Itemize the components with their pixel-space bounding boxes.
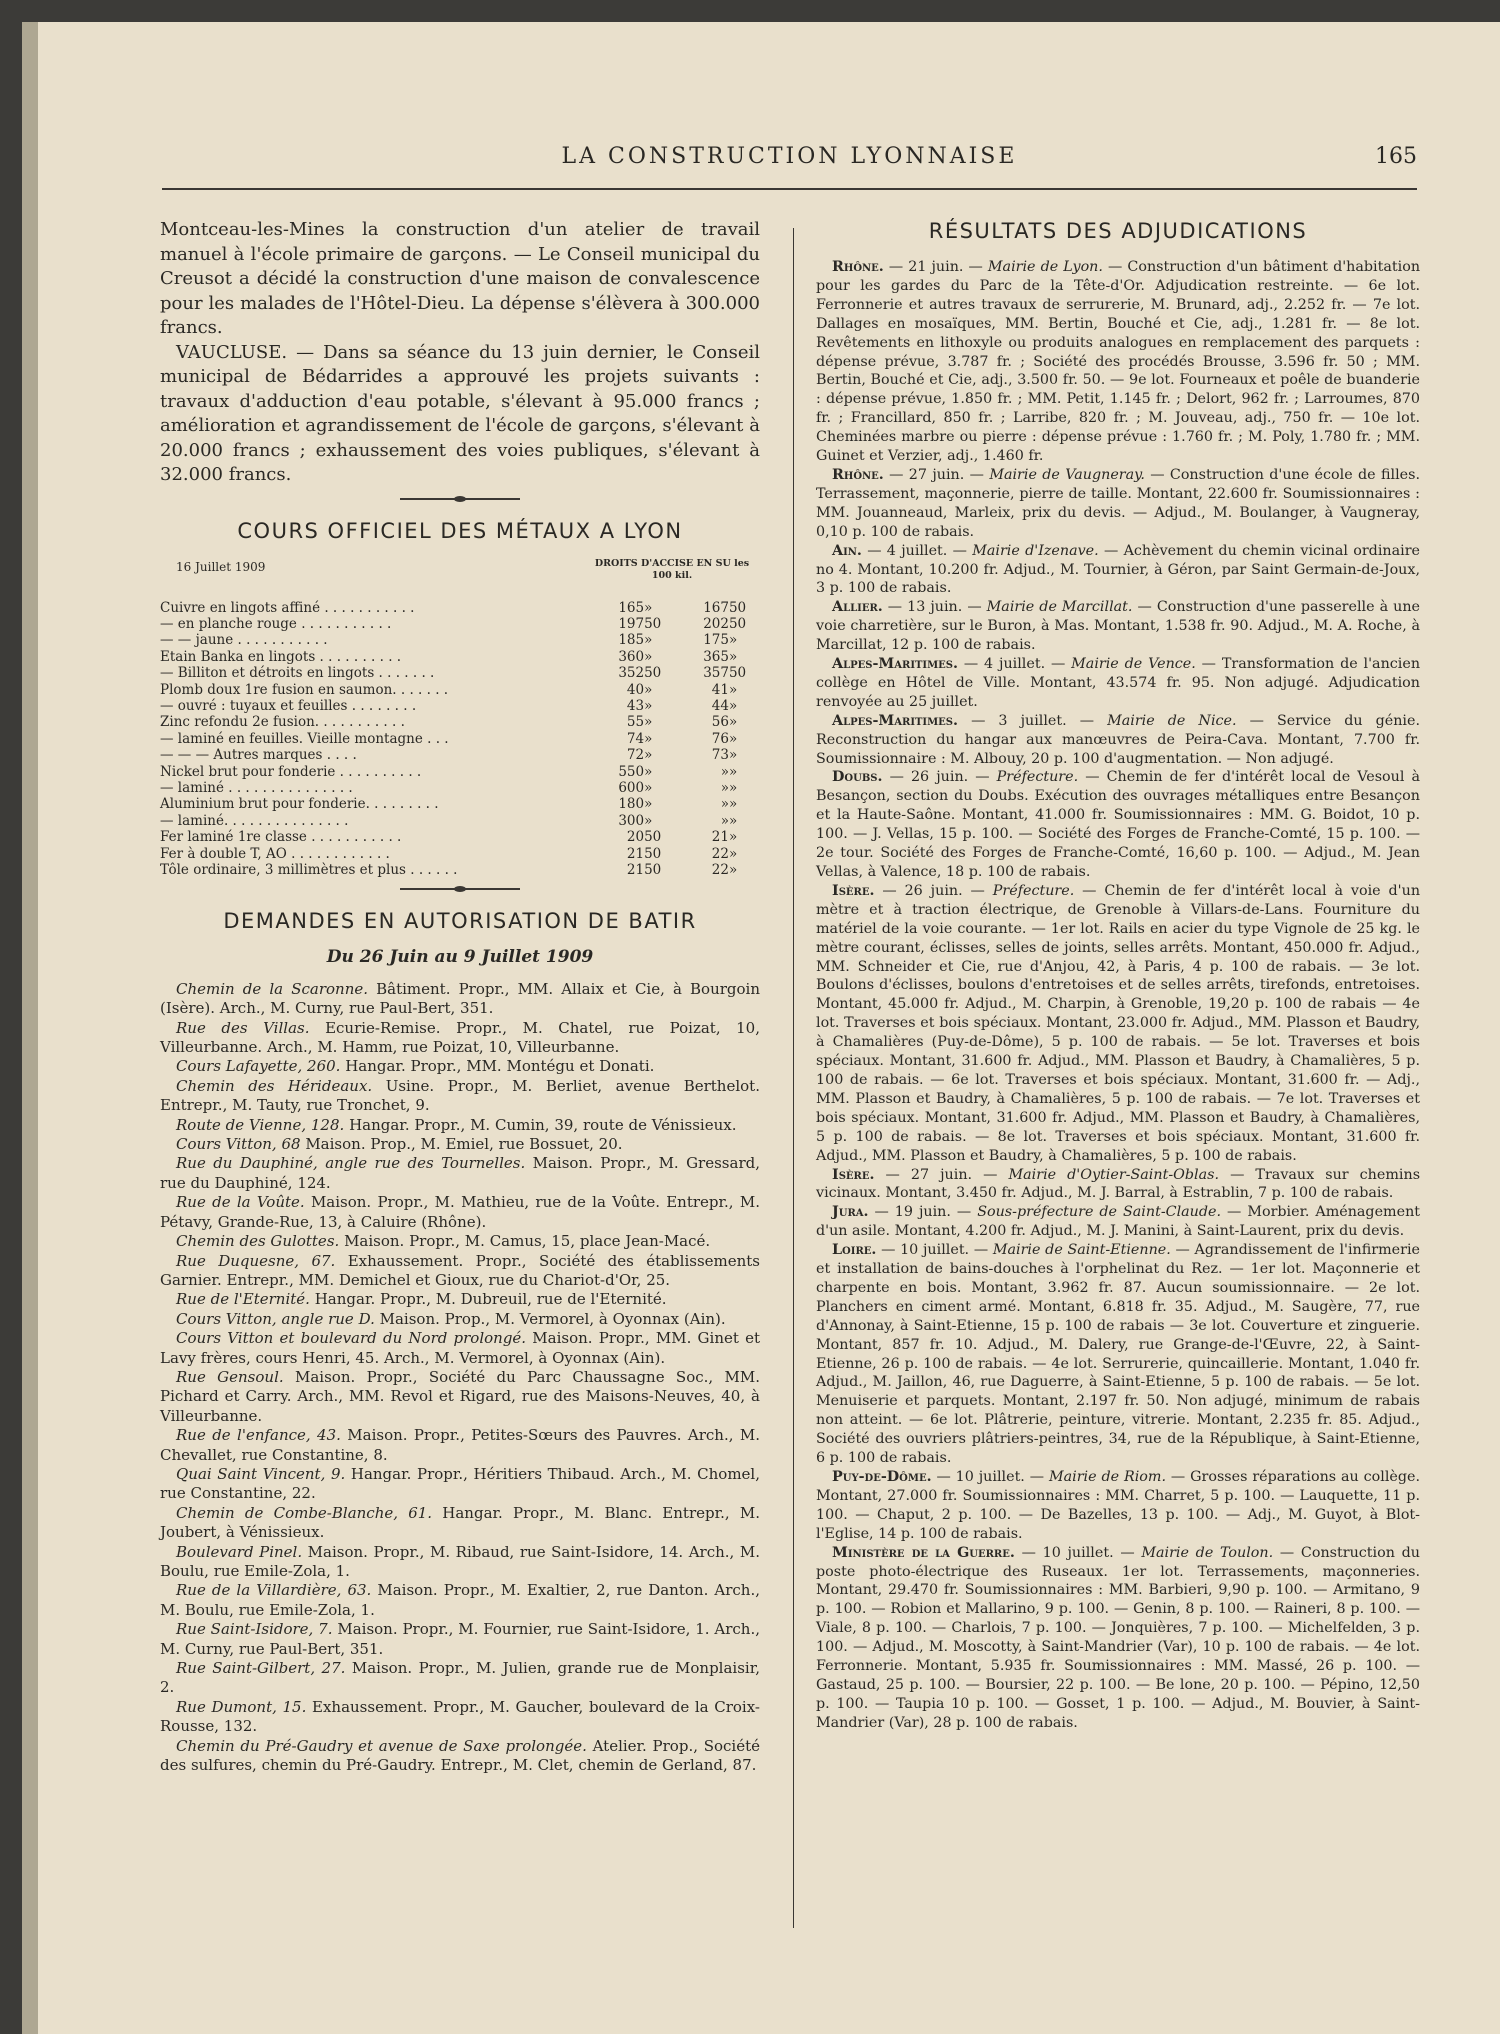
adjudication-dept: Isère. bbox=[832, 1166, 875, 1183]
metals-row bbox=[160, 862, 760, 878]
demande-text: Maison. Propr., M. Mathieu, rue de la Voûte. Entrepr., M. Pétavy, Grande-Rue, 13, à Caluire (Rhône). bbox=[160, 1193, 760, 1231]
price-a-int: 21 bbox=[626, 862, 645, 878]
demande-text: Hangar. Propr., M. Dubreuil, rue de l'Eternité. bbox=[314, 1290, 667, 1309]
adjudication-date: — 21 juin. — bbox=[888, 259, 983, 275]
demande-place: Rue de l'enfance, 43. bbox=[176, 1426, 341, 1445]
demande-text: Maison. Propr., M. Camus, 15, place Jean-Macé. bbox=[344, 1232, 711, 1251]
price-b-frac: » bbox=[728, 697, 738, 714]
demande-place: Rue Duquesne, 67. bbox=[176, 1251, 336, 1270]
adjudication-date: — 10 juillet. — bbox=[881, 1242, 989, 1259]
demande-place: Rue de la Villardière, 63. bbox=[176, 1581, 372, 1600]
demande-place: Cours Vitton, angle rue D. bbox=[176, 1309, 375, 1328]
price-b-int: 56 bbox=[711, 714, 729, 731]
demande-place: Route de Vienne, 128. bbox=[176, 1115, 345, 1134]
price-b-frac: 50 bbox=[728, 615, 747, 632]
adjudication-entry bbox=[816, 655, 1420, 712]
demande-text: Maison. Prop., M. Vermorel, à Oyonnax (Ain). bbox=[379, 1309, 726, 1328]
metals-row bbox=[160, 632, 760, 648]
price-a-frac: » bbox=[644, 779, 653, 796]
demande-place: Rue Gensoul. bbox=[176, 1367, 284, 1386]
adjudication-dept: Alpes-Maritimes. bbox=[832, 712, 959, 729]
header-rule bbox=[162, 188, 1417, 190]
intro-paragraph: Montceau-les-Mines la construction d'un atelier de travail manuel à l'école primaire de garçons. — Le Conseil municipal du Creusot a décidé la construction d'une maison de convalescence pour les malades de l'Hôtel-Dieu. La dépense s'élèvera à 300.000 francs. bbox=[160, 219, 760, 338]
metal-label: — Billiton et détroits en lingots . . . . . . . bbox=[160, 665, 435, 682]
metals-row bbox=[160, 600, 760, 616]
price-a-int: 352 bbox=[618, 665, 645, 682]
price-b-frac: » bbox=[728, 829, 738, 846]
price-a-int: 185 bbox=[618, 632, 645, 649]
adjudication-date: — 13 juin. — bbox=[887, 599, 982, 616]
demande-entry bbox=[160, 1232, 760, 1251]
demande-entry bbox=[160, 1135, 760, 1154]
metal-label: Fer à double T, AO . . . . . . . . . . . . bbox=[160, 845, 390, 862]
demande-text: Maison. Propr., M. Exaltier, 2, rue Danton. Arch., M. Boulu, rue Emile-Zola, 1. bbox=[160, 1581, 760, 1619]
demande-entry bbox=[160, 1290, 760, 1309]
adjudication-date: — 26 juin. — bbox=[889, 769, 990, 786]
vaucluse-paragraph: VAUCLUSE. — Dans sa séance du 13 juin dernier, le Conseil municipal de Bédarrides a approuvé les projets suivants : travaux d'adduction d'eau potable, s'élevant à 95.000 francs ; amélioration et agrandissement de l'école de garçons, s'élevant à 20.000 francs ; exhaussement des voies publiques, s'élevant à 32.000 francs. bbox=[160, 341, 760, 485]
adjudication-dept: Rhône. bbox=[832, 259, 884, 275]
price-b-frac: » bbox=[728, 730, 738, 747]
metal-label: Zinc refondu 2e fusion. . . . . . . . . . . bbox=[160, 714, 405, 731]
demande-place: Chemin du Pré-Gaudry et avenue de Saxe prolongée. bbox=[176, 1736, 587, 1755]
demande-entry bbox=[160, 1057, 760, 1076]
adjudication-date: — 26 juin. — bbox=[882, 882, 985, 899]
demande-entry bbox=[160, 1543, 760, 1582]
running-header bbox=[162, 144, 1417, 180]
price-b-frac: » bbox=[728, 681, 738, 698]
demande-place: Chemin de la Scaronne. bbox=[176, 979, 369, 998]
demandes-subtitle: Du 26 Juin au 9 Juillet 1909 bbox=[326, 947, 594, 968]
price-b-frac: » bbox=[728, 779, 738, 796]
demande-place: Quai Saint Vincent, 9. bbox=[176, 1464, 346, 1483]
demande-entry bbox=[160, 1310, 760, 1329]
metals-column-header: DROITS D'ACCISE EN SU les 100 kil. bbox=[594, 557, 750, 581]
price-a-frac: 50 bbox=[644, 829, 662, 846]
price-a-frac: » bbox=[644, 648, 653, 665]
metal-label: — — — Autres marques . . . . bbox=[160, 747, 357, 764]
metals-title: COURS OFFICIEL DES MÉTAUX A LYON bbox=[237, 518, 683, 543]
price-a-frac: 50 bbox=[644, 615, 662, 632]
price-b-frac: » bbox=[728, 747, 738, 764]
adjudication-text: — Agrandissement de l'infirmerie et installation de bains-douches à l'orphelinat du Rez. — 1er lot. Maçonnerie et charpente en bois. Montant, 3.962 fr. 87. Aucun soumissionnaire. — 2e lot. Planchers en ciment armé. Montant, 6.818 fr. 35. Adjud., M. Saugère, 77, rue d'Annonay, à Saint-Etienne, 15 p. 100 de rabais — 3e lot. Couverture et zinguerie. Montant, 857 fr. 10. Adjud., M. Dalery, rue Grange-de-l'Œuvre, 22, à Saint-Etienne, 26 p. 100 de rabais. — 4e lot. Serrurerie, quincaillerie. Montant, 1.040 fr. Adjud., M. Jaillon, 46, rue Daguerre, à Saint-Etienne, 5 p. 100 de rabais. — 5e lot. Menuiserie et parquets. Montant, 2.197 fr. 50. Non adjugé, minimum de rabais non atteint. — 6e lot. Plâtrerie, peinture, vitrerie. Montant, 2.235 fr. 85. Adjud., Société des ouvriers plâtriers-peintres, 34, rue de la République, à Saint-Etienne, 6 p. 100 de rabais. bbox=[816, 1242, 1420, 1467]
journal-title: LA CONSTRUCTION LYONNAISE bbox=[561, 144, 1018, 169]
price-b-int: » bbox=[720, 779, 729, 796]
adjudication-entry bbox=[816, 1241, 1420, 1468]
demande-entry bbox=[160, 1581, 760, 1620]
price-b-int: » bbox=[720, 763, 729, 780]
adjudication-dept: Alpes-Maritimes. bbox=[832, 656, 959, 673]
adjudication-date: — 19 juin. — bbox=[874, 1204, 972, 1221]
metals-row bbox=[160, 616, 760, 632]
adjudication-authority: Mairie d'Oytier-Saint-Oblas. bbox=[1008, 1166, 1220, 1183]
metals-row bbox=[160, 796, 760, 812]
price-a-int: 72 bbox=[626, 747, 645, 764]
price-b-frac: » bbox=[728, 648, 738, 665]
price-a-frac: » bbox=[644, 632, 653, 649]
price-a-frac: » bbox=[644, 796, 653, 813]
demande-text: Maison. Propr., Société du Parc Chaussagne Soc., MM. Pichard et Carry. Arch., MM. Revol et Rigard, rue des Maisons-Neuves, 40, à Villeurbanne. bbox=[160, 1367, 760, 1425]
demande-entry bbox=[160, 1193, 760, 1232]
demande-entry bbox=[160, 1077, 760, 1116]
metals-row bbox=[160, 731, 760, 747]
price-b-int: 357 bbox=[703, 665, 729, 682]
demande-entry bbox=[160, 1116, 760, 1135]
price-b-frac: » bbox=[728, 763, 738, 780]
price-a-int: 55 bbox=[626, 714, 645, 731]
metals-table bbox=[160, 600, 760, 879]
demande-text: Usine. Propr., M. Berliet, avenue Berthelot. Entrepr., M. Tauty, rue Tronchet, 9. bbox=[160, 1076, 760, 1115]
demande-text: Atelier. Prop., Société des sulfures, chemin du Pré-Gaudry. Entrepr., M. Clet, chemin de Gerland, 87. bbox=[160, 1736, 760, 1775]
price-a-frac: » bbox=[644, 681, 653, 698]
adjudication-entry bbox=[816, 598, 1420, 655]
metal-label: Fer laminé 1re classe . . . . . . . . . . . bbox=[160, 829, 402, 846]
price-a-int: 20 bbox=[626, 829, 645, 846]
adjudication-text: — Grosses réparations au collège. Montant, 27.000 fr. Soumissionnaires : MM. Charret, 5 p. 100. — Lauquette, 11 p. 100. — Chaput, 2 p. 100. — De Bazelles, 13 p. 100. — Adj., M. Guyot, à Blot-l'Eglise, 14 p. 100 de rabais. bbox=[816, 1469, 1421, 1542]
adjudication-entry bbox=[816, 1203, 1420, 1241]
column-rule bbox=[793, 228, 794, 1928]
metal-label: — laminé. . . . . . . . . . . . . . . bbox=[160, 812, 349, 829]
metals-row bbox=[160, 747, 760, 763]
price-a-frac: 50 bbox=[644, 665, 662, 682]
price-a-int: 180 bbox=[618, 796, 645, 813]
price-b-frac: 50 bbox=[728, 665, 747, 682]
demande-text: Maison. Propr., M. Gressard, rue du Dauphiné, 124. bbox=[160, 1154, 760, 1192]
adjudication-entry bbox=[816, 1544, 1420, 1733]
adjudication-text: — Transformation de l'ancien collège en Hôtel de Ville. Montant, 43.574 fr. 95. Non adjugé. Adjudication renvoyée au 25 juillet. bbox=[816, 656, 1421, 710]
metal-label: — laminé . . . . . . . . . . . . . . . bbox=[160, 779, 353, 796]
adjudication-authority: Mairie de Lyon. bbox=[987, 259, 1103, 275]
adjudications-list bbox=[816, 258, 1420, 1733]
price-a-int: 43 bbox=[626, 697, 645, 714]
demande-entry bbox=[160, 1329, 760, 1368]
demande-place: Boulevard Pinel. bbox=[176, 1542, 303, 1561]
demande-entry bbox=[160, 1698, 760, 1737]
price-a-frac: 50 bbox=[644, 845, 662, 862]
price-a-frac: » bbox=[644, 697, 653, 714]
price-b-int: 167 bbox=[703, 599, 729, 616]
demandes-title: DEMANDES EN AUTORISATION DE BATIR bbox=[223, 909, 697, 934]
adjudication-dept: Allier. bbox=[832, 599, 883, 616]
price-a-frac: » bbox=[644, 730, 653, 747]
adjudication-dept: Ain. bbox=[832, 542, 862, 559]
adjudication-authority: Mairie de Toulon. bbox=[1141, 1544, 1274, 1561]
demande-entry bbox=[160, 1154, 760, 1193]
price-a-int: 300 bbox=[618, 812, 645, 829]
adjudication-dept: Ministère de la Guerre. bbox=[832, 1544, 1015, 1561]
demande-entry bbox=[160, 1620, 760, 1659]
adjudication-text: — Construction d'une passerelle à une voie charretière, sur le Buron, à Mas. Montant, 1.538 fr. 90. Adjud., M. A. Roche, à Marcillat, 12 p. 100 de rabais. bbox=[816, 599, 1421, 654]
price-a-int: 21 bbox=[626, 845, 645, 862]
price-b-frac: » bbox=[728, 862, 738, 878]
adjudication-authority: Préfecture. bbox=[996, 769, 1079, 786]
metal-label: Aluminium brut pour fonderie. . . . . . . . . bbox=[160, 796, 439, 813]
demande-text: Maison. Propr., Petites-Sœurs des Pauvres. Arch., M. Chevallet, rue Constantine, 8. bbox=[160, 1426, 760, 1464]
demande-text: Maison. Propr., M. Fournier, rue Saint-Isidore, 1. Arch., M. Curny, rue Paul-Bert, 351. bbox=[160, 1620, 760, 1658]
adjudication-entry bbox=[816, 466, 1420, 542]
adjudication-dept: Loire. bbox=[832, 1242, 877, 1259]
metals-row bbox=[160, 682, 760, 698]
price-b-int: 21 bbox=[711, 829, 729, 846]
price-b-int: 22 bbox=[711, 845, 729, 862]
adjudication-dept: Puy-de-Dôme. bbox=[832, 1469, 932, 1485]
price-b-int: 175 bbox=[703, 632, 729, 649]
adjudication-text: — Chemin de fer d'intérêt local à voie d'un mètre et à traction électrique, de Grenoble à Villars-de-Lans. Fourniture du matériel de la voie courante. — 1er lot. Rails en acier du type Vignole de 25 kg. le mètre courant, éclisses, selles de joints, selles arrêts. Montant, 450.000 fr. Adjud., MM. Schneider et Cie, rue d'Anjou, 42, à Paris, 4 p. 100 de rabais. — 3e lot. Boulons d'éclisses, boulons d'entretoises et de selles arrêts, tirefonds, entretoises. Montant, 45.000 fr. Adjud., M. Charpin, à Grenoble, 19,20 p. 100 de rabais — 4e lot. Traverses et bois spéciaux. Montant, 23.000 fr. Adjud., MM. Plasson et Baudry, à Chamalières (Puy-de-Dôme), 5 p. 100 de rabais. — 5e lot. Traverses et bois spéciaux. Montant, 31.600 fr. Adjud., MM. Plasson et Baudry, à Chamalières, 5 p. 100 de rabais. — 6e lot. Traverses et bois spéciaux. Montant, 31.600 fr. — Adj., MM. Plasson et Baudry, à Chamalières, 5 p. 100 de rabais. — 7e lot. Traverses et bois spéciaux. Montant, 31.600 fr. Adjud., MM. Plasson et Baudry, à Chamalières, 5 p. 100 de rabais. — 8e lot. Traverses et bois spéciaux. Montant, 31.600 fr. Adjud., MM. Plasson et Baudry, à Chamalières, 5 p. 100 de rabais. bbox=[816, 882, 1421, 1164]
demande-text: Hangar. Propr., MM. Montégu et Donati. bbox=[345, 1057, 655, 1076]
newspaper-page bbox=[22, 22, 1500, 2034]
demande-text: Bâtiment. Propr., MM. Allaix et Cie, à Bourgoin (Isère). Arch., M. Curny, rue Paul-Bert, 351. bbox=[160, 979, 760, 1018]
metal-label: — laminé en feuilles. Vieille montagne . . . bbox=[160, 730, 449, 747]
price-a-frac: » bbox=[644, 714, 653, 731]
adjudication-entry bbox=[816, 768, 1420, 881]
metals-date: 16 Juillet 1909 bbox=[176, 559, 266, 574]
adjudication-authority: Mairie d'Izenave. bbox=[972, 542, 1099, 559]
demande-entry bbox=[160, 1659, 760, 1698]
adjudication-authority: Préfecture. bbox=[992, 882, 1075, 899]
metal-label: — ouvré : tuyaux et feuilles . . . . . . . . bbox=[160, 697, 417, 714]
adjudication-text: — Construction d'une école de filles. Terrassement, maçonnerie, pierre de taille. Montant, 22.600 fr. Soumissionnaires : MM. Jouanneaud, Marleix, prix du devis. — Adjud., M. Boulanger, à Vaugneray, 0,10 p. 100 de rabais. bbox=[816, 466, 1421, 540]
metal-label: Tôle ordinaire, 3 millimètres et plus . . . . . . bbox=[160, 862, 458, 878]
adjudication-date: — 10 juillet. — bbox=[1021, 1544, 1135, 1561]
demande-place: Chemin de Combe-Blanche, 61. bbox=[176, 1503, 433, 1522]
section-ornament bbox=[400, 498, 520, 500]
adjudication-authority: Mairie de Riom. bbox=[1048, 1469, 1167, 1485]
price-b-int: » bbox=[720, 796, 729, 813]
adjudication-date: — 4 juillet. — bbox=[963, 656, 1066, 673]
demande-place: Chemin des Gulottes. bbox=[176, 1232, 340, 1251]
adjudication-entry bbox=[816, 258, 1420, 466]
adjudications-title: RÉSULTATS DES ADJUDICATIONS bbox=[928, 219, 1308, 243]
adjudication-date: — 10 juillet. — bbox=[936, 1469, 1045, 1485]
demande-place: Rue du Dauphiné, angle rue des Tournelles. bbox=[176, 1154, 526, 1173]
adjudication-text: — Service du génie. Reconstruction du hangar aux manœuvres de Peira-Cava. Montant, 7.700 fr. Soumissionnaire : M. Albouy, 20 p. 100 d'augmentation. — Non adjugé. bbox=[816, 712, 1421, 767]
adjudication-date: — 3 juillet. — bbox=[971, 712, 1095, 729]
right-column bbox=[816, 218, 1420, 1733]
demande-text: Maison. Propr., M. Ribaud, rue Saint-Isidore, 14. Arch., M. Boulu, rue Emile-Zola, 1. bbox=[160, 1542, 760, 1580]
adjudication-date: — 27 juin. — bbox=[885, 1166, 998, 1183]
adjudication-authority: Sous-préfecture de Saint-Claude. bbox=[977, 1204, 1222, 1221]
metals-header bbox=[160, 558, 760, 600]
metal-label: Plomb doux 1re fusion en saumon. . . . . . . bbox=[160, 681, 449, 698]
price-b-frac: » bbox=[728, 845, 738, 862]
price-a-int: 360 bbox=[618, 648, 645, 665]
metal-label: Nickel brut pour fonderie . . . . . . . . . . bbox=[160, 763, 422, 780]
demande-entry bbox=[160, 1368, 760, 1426]
demande-entry bbox=[160, 980, 760, 1019]
adjudication-text: — Construction du poste photo-électrique des Ruseaux. 1er lot. Terrassements, maçonneries. Montant, 29.470 fr. Soumissionnaires : MM. Barbieri, 9,90 p. 100. — Armitano, 9 p. 100. — Robion et Mallarino, 9 p. 100. — Genin, 8 p. 100. — Raineri, 8 p. 100. — Viale, 8 p. 100. — Charlois, 7 p. 100. — Jonquières, 7 p. 100. — Michelfelden, 3 p. 100. — Adjud., M. Moscotty, à Saint-Mandrier (Var), 10 p. 100 de rabais. — 4e lot. Ferronnerie. Montant, 5.935 fr. Soumissionnaires : MM. Massé, 26 p. 100. — Gastaud, 25 p. 100. — Boursier, 22 p. 100. — Be lone, 20 p. 100. — Pépino, 12,50 p. 100. — Taupia 10 p. 100. — Gosset, 1 p. 100. — Adjud., M. Bouvier, à Saint-Mandrier (Var), 28 p. 100 de rabais. bbox=[816, 1544, 1420, 1731]
demande-place: Rue Saint-Gilbert, 27. bbox=[176, 1659, 346, 1678]
demande-text: Exhaussement. Propr., Société des établissements Garnier. Entrepr., MM. Demichel et Gioux, rue du Chariot-d'Or, 25. bbox=[160, 1251, 761, 1289]
demande-text: Maison. Propr., M. Julien, grande rue de Monplaisir, 2. bbox=[160, 1659, 760, 1697]
section-ornament bbox=[400, 888, 520, 890]
demande-text: Ecurie-Remise. Propr., M. Chatel, rue Poizat, 10, Villeurbanne. Arch., M. Hamm, rue Poizat, 10, Villeurbanne. bbox=[160, 1018, 760, 1057]
price-b-frac: 50 bbox=[728, 599, 747, 616]
price-b-int: » bbox=[720, 812, 729, 829]
adjudication-text: — Travaux sur chemins vicinaux. Montant, 3.450 fr. Adjud., M. J. Barral, à Estrablin, 7 p. 100 de rabais. bbox=[816, 1166, 1421, 1202]
adjudication-dept: Doubs. bbox=[832, 769, 883, 786]
price-a-int: 197 bbox=[618, 615, 645, 632]
metal-label: Etain Banka en lingots . . . . . . . . . . bbox=[160, 648, 402, 665]
price-b-int: 73 bbox=[711, 747, 729, 764]
adjudication-dept: Isère. bbox=[832, 882, 875, 899]
demande-entry bbox=[160, 1252, 760, 1291]
adjudication-entry bbox=[816, 1468, 1420, 1544]
price-b-frac: » bbox=[728, 632, 738, 649]
adjudication-authority: Mairie de Nice. bbox=[1107, 712, 1237, 729]
price-b-int: 202 bbox=[703, 615, 729, 632]
metal-label: Cuivre en lingots affiné . . . . . . . . . . . bbox=[160, 599, 415, 616]
metals-row bbox=[160, 780, 760, 796]
demande-text: Exhaussement. Propr., M. Gaucher, boulevard de la Croix-Rousse, 132. bbox=[160, 1697, 760, 1736]
adjudication-date: — 27 juin. — bbox=[889, 466, 984, 483]
demandes-list bbox=[160, 980, 760, 1776]
metal-label: — en planche rouge . . . . . . . . . . . bbox=[160, 615, 392, 632]
adjudication-authority: Mairie de Vence. bbox=[1071, 656, 1196, 673]
price-b-int: 44 bbox=[711, 697, 729, 714]
demande-place: Rue des Villas. bbox=[176, 1018, 310, 1037]
price-a-int: 600 bbox=[618, 779, 645, 796]
price-b-frac: » bbox=[728, 796, 738, 813]
demande-text: Hangar. Propr., Héritiers Thibaud. Arch., M. Chomel, rue Constantine, 22. bbox=[160, 1464, 760, 1503]
price-a-frac: 50 bbox=[644, 862, 662, 878]
adjudication-entry bbox=[816, 882, 1420, 1166]
demande-entry bbox=[160, 1426, 760, 1465]
demande-place: Cours Vitton, 68 bbox=[176, 1135, 301, 1154]
demande-entry bbox=[160, 1504, 760, 1543]
price-a-int: 40 bbox=[626, 681, 645, 698]
metals-row bbox=[160, 813, 760, 829]
price-a-frac: » bbox=[644, 599, 653, 616]
price-a-frac: » bbox=[644, 747, 653, 764]
price-a-int: 165 bbox=[618, 599, 645, 616]
price-b-int: 41 bbox=[711, 681, 729, 698]
demande-place: Cours Vitton et boulevard du Nord prolongé. bbox=[176, 1329, 527, 1348]
adjudication-authority: Mairie de Marcillat. bbox=[986, 599, 1133, 616]
metal-label: — — jaune . . . . . . . . . . . bbox=[160, 632, 328, 649]
demande-place: Rue Saint-Isidore, 7. bbox=[176, 1620, 333, 1639]
metals-row bbox=[160, 764, 760, 780]
price-a-int: 74 bbox=[626, 730, 645, 747]
demande-text: Maison. Propr., MM. Ginet et Lavy frères, cours Henri, 45. Arch., M. Vermorel, à Oyonnax (Ain). bbox=[160, 1329, 760, 1367]
adjudication-date: — 4 juillet. — bbox=[867, 542, 967, 559]
binding-spine bbox=[22, 22, 38, 2034]
price-b-frac: » bbox=[728, 812, 738, 829]
demande-entry bbox=[160, 1737, 760, 1776]
demande-place: Chemin des Hérideaux. bbox=[176, 1076, 373, 1095]
price-b-int: 365 bbox=[703, 648, 729, 665]
page-number: 165 bbox=[1375, 144, 1417, 169]
adjudication-entry bbox=[816, 1166, 1420, 1204]
demande-text: Hangar. Propr., M. Blanc. Entrepr., M. Joubert, à Vénissieux. bbox=[160, 1503, 760, 1542]
left-column bbox=[160, 218, 760, 1775]
price-b-int: 76 bbox=[711, 730, 729, 747]
adjudication-dept: Jura. bbox=[832, 1204, 869, 1221]
demande-place: Cours Lafayette, 260. bbox=[176, 1057, 341, 1076]
demande-place: Rue de l'Eternité. bbox=[176, 1290, 310, 1309]
adjudication-text: — Chemin de fer d'intérêt local de Vesoul à Besançon, section du Doubs. Exécution des ouvrages métalliques entre Besançon et la Haute-Saône. Montant, 41.000 fr. Soumissionnaires : MM. G. Boidot, 10 p. 100. — J. Vellas, 15 p. 100. — Société des Forges de Franche-Comté, 15 p. 100. — 2e tour. Société des Forges de Franche-Comté, 16,60 p. 100. — Adjud., M. Jean Vellas, à Valence, 18 p. 100 de rabais. bbox=[816, 769, 1421, 880]
price-a-frac: » bbox=[644, 812, 653, 829]
adjudication-text: — Morbier. Aménagement d'un asile. Montant, 4.200 fr. Adjud., M. J. Manini, à Saint-Laurent, prix du devis. bbox=[816, 1204, 1421, 1240]
adjudication-entry bbox=[816, 712, 1420, 769]
price-b-int: 22 bbox=[711, 862, 729, 878]
adjudication-authority: Mairie de Vaugneray. bbox=[989, 466, 1145, 483]
demande-entry bbox=[160, 1019, 760, 1058]
price-a-frac: » bbox=[644, 763, 653, 780]
metals-row bbox=[160, 698, 760, 714]
adjudication-entry bbox=[816, 542, 1420, 599]
metals-row bbox=[160, 829, 760, 845]
metals-row bbox=[160, 665, 760, 681]
demande-entry bbox=[160, 1465, 760, 1504]
demande-place: Rue de la Voûte. bbox=[176, 1193, 305, 1212]
adjudication-text: — Achèvement du chemin vicinal ordinaire no 4. Montant, 10.200 fr. Adjud., M. Tournier, à Géron, par Saint Germain-de-Joux, 3 p. 100 de rabais. bbox=[816, 542, 1421, 597]
adjudication-text: — Construction d'un bâtiment d'habitation pour les gardes du Parc de la Tête-d'Or. Adjudication restreinte. — 6e lot. Ferronnerie et autres travaux de serrurerie, M. Brunard, adj., 2.252 fr. — 7e lot. Dallages en mosaïques, MM. Bertin, Bouché et Cie, adj., 1.281 fr. — 8e lot. Revêtements en lithoxyle ou produits analogues en remplacement des parquets : dépense prévue, 3.787 fr. ; Société des procédés Brousse, 3.596 fr. 50 ; MM. Bertin, Bouché et Cie, adj., 3.500 fr. 50. — 9e lot. Fourneaux et poêle de buanderie : dépense prévue, 1.850 fr. ; MM. Petit, 1.145 fr. ; Delort, 962 fr. ; Larroumes, 870 fr. ; Francillard, 850 fr. ; Larribe, 820 fr. ; M. Jouveau, adj., 750 fr. — 10e lot. Cheminées marbre ou pierre : dépense prévue : 1.760 fr. ; M. Poly, 1.780 fr. ; MM. Guinet et Verzier, adj., 1.460 fr. bbox=[816, 259, 1421, 465]
demande-text: Hangar. Propr., M. Cumin, 39, route de Vénissieux. bbox=[349, 1115, 737, 1134]
metals-row bbox=[160, 649, 760, 665]
metals-row bbox=[160, 714, 760, 730]
price-a-int: 550 bbox=[618, 763, 645, 780]
metals-row bbox=[160, 846, 760, 862]
demande-text: Maison. Prop., M. Emiel, rue Bossuet, 20. bbox=[305, 1135, 623, 1154]
demande-place: Rue Dumont, 15. bbox=[176, 1697, 307, 1716]
adjudication-dept: Rhône. bbox=[832, 466, 884, 483]
adjudication-authority: Mairie de Saint-Etienne. bbox=[992, 1242, 1171, 1259]
price-b-frac: » bbox=[728, 714, 738, 731]
